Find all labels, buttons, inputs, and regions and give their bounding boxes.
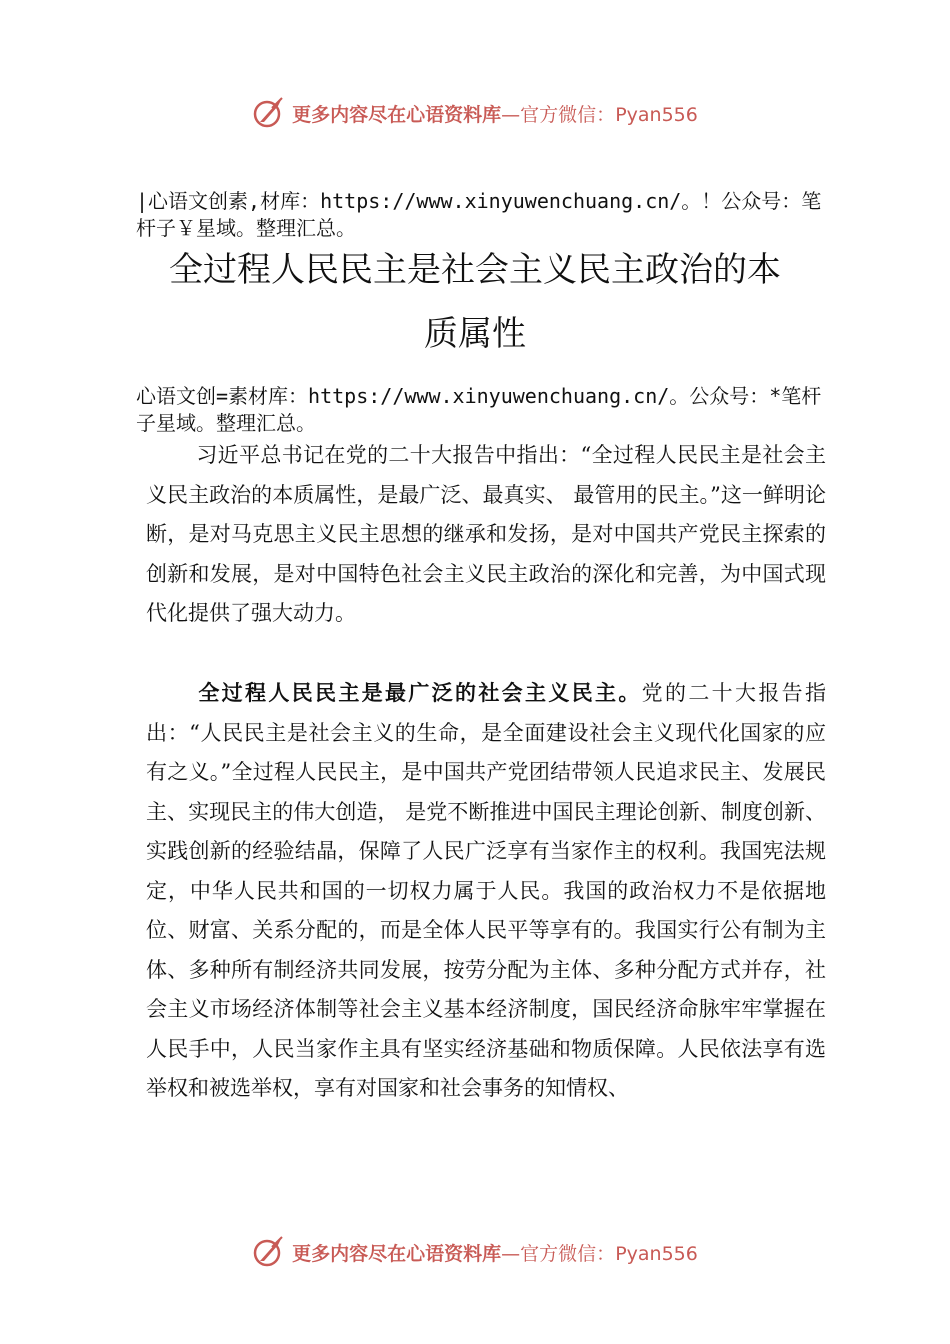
footer-banner-wechat-id: Pyan556 — [615, 1242, 698, 1265]
footer-banner — [0, 1232, 950, 1272]
banner-text — [292, 100, 698, 127]
paragraph-2 — [146, 674, 826, 1109]
paragraph-1 — [146, 436, 826, 634]
document-title — [100, 238, 850, 366]
title-line-1: 全过程人民民主是社会主义民主政治的本 — [169, 250, 781, 290]
footer-banner-wechat-label: 官方微信： — [520, 1242, 616, 1265]
footer-banner-dash: — — [501, 1242, 521, 1265]
banner-wechat-label: 官方微信： — [520, 103, 616, 126]
source-note-first: |心语文创素,材库：https://www.xinyuwenchuang.cn/。！公众号：笔杆子￥星域。整理汇总。 — [136, 189, 822, 240]
footer-banner-brand: 更多内容尽在心语资料库 — [292, 1242, 502, 1265]
banner-brand: 更多内容尽在心语资料库 — [292, 103, 502, 126]
quill-logo-icon — [252, 96, 286, 130]
footer-banner-text — [292, 1239, 698, 1266]
banner-dash: — — [501, 103, 521, 126]
title-line-2: 质属性 — [424, 314, 526, 354]
banner-wechat-id: Pyan556 — [615, 103, 698, 126]
header-banner — [0, 93, 950, 133]
source-note-second: 心语文创=素材库：https://www.xinyuwenchuang.cn/。公众号：*笔杆子星域。整理汇总。 — [136, 384, 822, 435]
paragraph-2-text: 党的二十大报告指出：“人民民主是社会主义的生命，是全面建设社会主义现代化国家的应有之义。”全过程人民民主，是中国共产党团结带领人民追求民主、发展民主、实现民主的伟大创造， 是党不断推进中国民主理论创新、制度创新、实践创新的经验结晶，保障了人民广泛享有当家作主的权利。我国宪法规定，中华人民共和国的一切权力属于人民。我国的政治权力不是依据地位、财富、关系分配的，而是全体人民平等享有的。我国实行公有制为主体、多种所有制经济共同发展，按劳分配为主体、多种分配方式并存，社会主义市场经济体制等社会主义基本经济制度，国民经济命脉牢牢掌握在人民手中，人民当家作主具有坚实经济基础和物质保障。人民依法享有选举权和被选举权，享有对国家和社会事务的知情权、 — [146, 681, 827, 1100]
paragraph-1-text: 习近平总书记在党的二十大报告中指出：“全过程人民民主是社会主义民主政治的本质属性，是最广泛、最真实、 最管用的民主。”这一鲜明论断，是对马克思主义民主思想的继承和发扬，是对中国共产党民主探索的创新和发展，是对中国特色社会主义民主政治的深化和完善，为中国式现代化提供了强大动力。 — [146, 443, 826, 625]
quill-logo-icon — [252, 1235, 286, 1269]
paragraph-2-lead: 全过程人民民主是最广泛的社会主义民主。 — [196, 681, 642, 705]
